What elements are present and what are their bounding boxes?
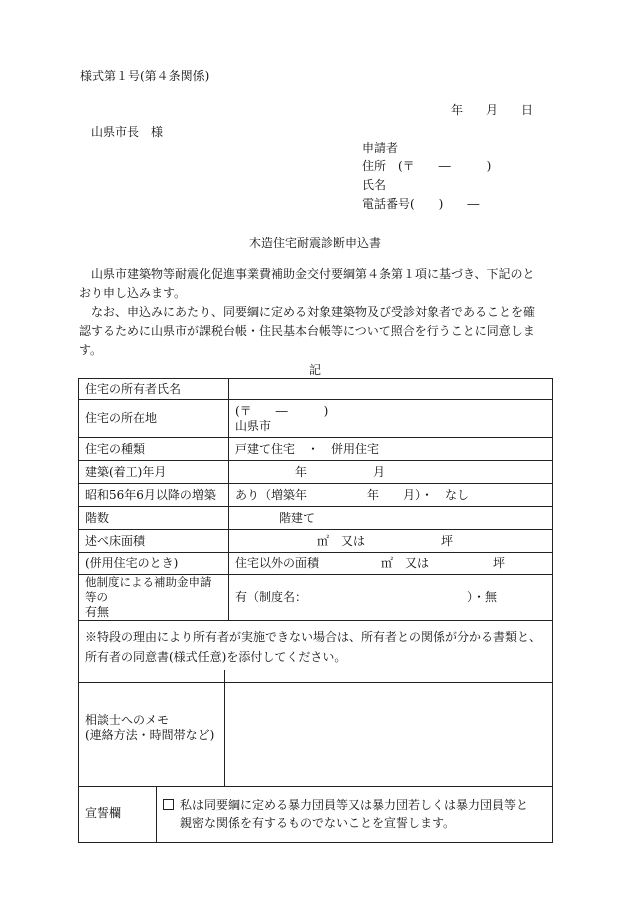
memo-label (79, 670, 225, 786)
type-field[interactable]: 戸建て住宅 ・ 併用住宅 (229, 438, 553, 461)
table-row (79, 786, 553, 842)
body-paragraph-2 (79, 303, 554, 360)
floor-area-label: 述べ床面積 (79, 530, 229, 553)
application-table (78, 378, 553, 683)
built-year-unit: 年 (295, 464, 308, 479)
other-subsidy-field[interactable] (229, 575, 553, 621)
table-row (79, 553, 553, 575)
table-row (79, 507, 553, 530)
date-year: 年 (451, 103, 464, 117)
oath-field (157, 786, 553, 842)
addressee: 山県市長 様 (91, 125, 164, 139)
document-title: 木造住宅耐震診断申込書 (248, 236, 381, 250)
type-label: 住宅の種類 (79, 438, 229, 461)
location-postal: (〒 ― ) (235, 403, 329, 418)
other-subsidy-label-line-1: 他制度による補助金申請等の (85, 575, 212, 604)
owner-name-label: 住宅の所有者氏名 (79, 379, 229, 400)
location-field[interactable] (229, 400, 553, 438)
table-row (79, 379, 553, 400)
floor-area-field[interactable] (229, 530, 553, 553)
body-paragraph-2-line-1: なお、申込みにあたり、同要綱に定める対象建築物及び受診対象者であることを確 (79, 305, 536, 319)
oath-checkbox[interactable] (163, 799, 174, 810)
oath-table (78, 786, 553, 843)
body-paragraph-1-line-2: おり申し込みます。 (79, 286, 187, 300)
ki-label: 記 (308, 363, 321, 377)
table-row (79, 575, 553, 621)
mixed-area-tsubo: 坪 (493, 556, 506, 570)
table-row (79, 400, 553, 438)
applicant-phone-label: 電話番号( ) ― (362, 197, 480, 211)
table-row (79, 670, 553, 786)
memo-table (78, 670, 553, 787)
applicant-address-label: 住所 (〒 ― ) (362, 159, 492, 173)
owner-name-field[interactable] (229, 379, 553, 400)
date-day: 日 (521, 103, 534, 117)
mixed-use-field[interactable] (229, 553, 553, 575)
floor-area-tsubo: 坪 (441, 533, 454, 548)
body-paragraph-1-line-1: 山県市建築物等耐震化促進事業費補助金交付要綱第４条第１項に基づき、下記のと (79, 267, 535, 281)
built-field[interactable] (229, 461, 553, 484)
extension-label: 昭和56年6月以降の増築 (79, 484, 229, 507)
built-month-unit: 月 (373, 464, 386, 479)
built-label: 建築(着工)年月 (79, 461, 229, 484)
location-city: 山県市 (235, 418, 272, 433)
applicant-name-label: 氏名 (362, 178, 387, 192)
table-row (79, 530, 553, 553)
table-row (79, 461, 553, 484)
body-paragraph-2-line-2: 認するために山県市が課税台帳・住民基本台帳等について照合を行うことに同意しま (79, 324, 535, 338)
mixed-area-unit: ㎡ 又は (381, 556, 430, 570)
mixed-use-label: (併用住宅のとき) (79, 553, 229, 575)
location-label: 住宅の所在地 (79, 400, 229, 438)
other-subsidy-label (79, 575, 229, 621)
date-month: 月 (486, 103, 499, 117)
table-row (79, 484, 553, 507)
floors-unit: 階建て (279, 510, 316, 525)
floors-field[interactable] (229, 507, 553, 530)
floor-area-unit: ㎡ 又は (317, 533, 366, 548)
body-paragraph-1 (79, 265, 554, 303)
oath-label: 宣誓欄 (79, 786, 157, 842)
table-row (79, 438, 553, 461)
other-subsidy-value: 有（制度名： (235, 590, 308, 604)
memo-label-line-2: (連絡方法・時間帯など) (85, 727, 215, 742)
other-subsidy-label-line-2: 有無 (85, 605, 110, 619)
mixed-other-area-label: 住宅以外の面積 (235, 556, 320, 570)
memo-field[interactable] (225, 670, 553, 786)
other-subsidy-none: ）・無 (467, 590, 498, 604)
floors-label: 階数 (79, 507, 229, 530)
applicant-title: 申請者 (362, 141, 399, 155)
body-paragraph-2-line-3: す。 (79, 343, 103, 357)
oath-line-1: 私は同要綱に定める暴力団員等又は暴力団若しくは暴力団員等と (180, 797, 529, 812)
owner-note: ※特段の理由により所有者が実施できない場合は、所有者との関係が分かる書類と、所有者の同意書(様式任意)を添付してください。 (79, 621, 553, 683)
extension-field[interactable]: あり（増築年 年 月）・ なし (229, 484, 553, 507)
oath-line-2: 親密な関係を有するものでないことを宣誓します。 (180, 815, 456, 830)
form-number: 様式第１号(第４条関係) (80, 69, 210, 83)
memo-label-line-1: 相談士へのメモ (85, 712, 170, 727)
